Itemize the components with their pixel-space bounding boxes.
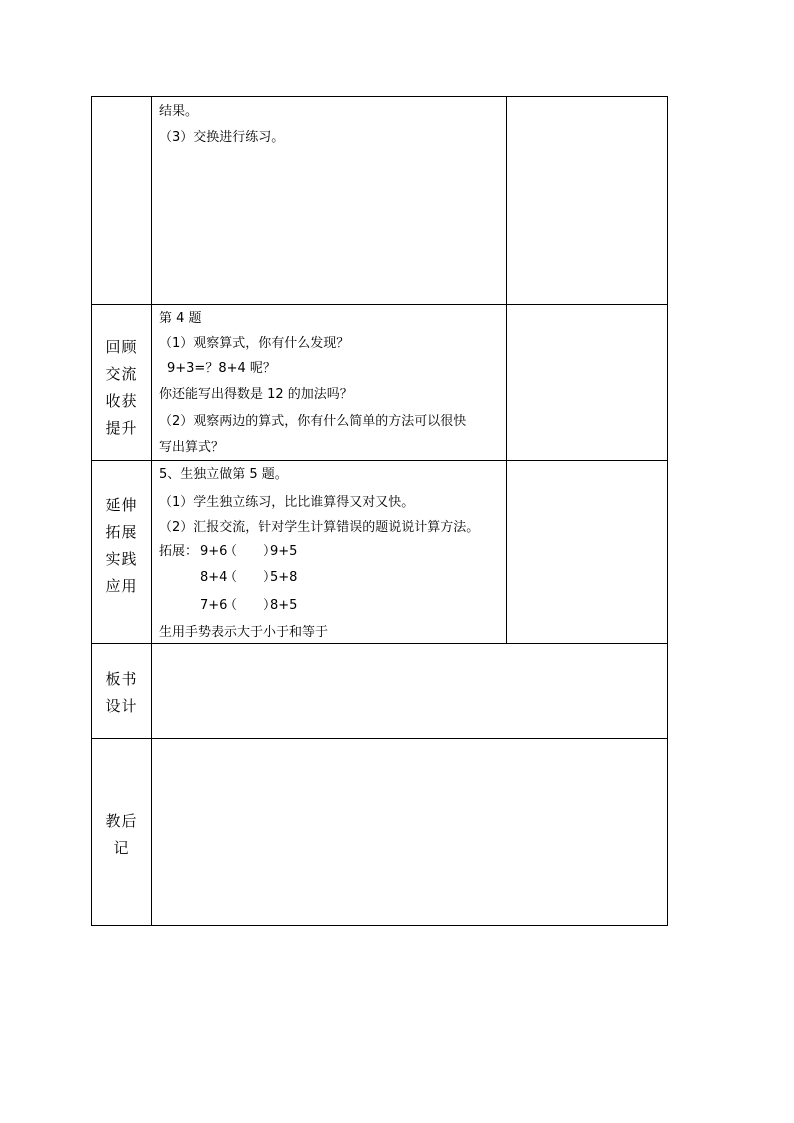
section3-closing: 生用手势表示大于小于和等于 — [159, 625, 329, 640]
section5-label-line: 教后 — [105, 812, 138, 830]
section5-label — [92, 810, 151, 860]
section2-label-line: 回顾 — [105, 338, 138, 356]
row-divider-3 — [91, 643, 668, 644]
section2-line-6: 写出算式？ — [159, 440, 225, 455]
section1-line-2: （3）交换进行练习。 — [159, 130, 285, 145]
section3-label-line: 拓展 — [105, 523, 138, 541]
section1-line-1: 结果。 — [159, 104, 199, 119]
section3-line-1: 5、生独立做第 5 题。 — [159, 467, 288, 482]
section3-label-line: 延伸 — [105, 496, 138, 514]
comparison-left: 7+6 — [200, 598, 228, 613]
section2-line-1: 第 4 题 — [159, 311, 202, 326]
section3-label — [92, 494, 151, 598]
section5-label-line: 记 — [113, 839, 130, 857]
section2-line-4: 你还能写出得数是 12 的加法吗？ — [159, 387, 353, 402]
comparison-blank: （ ） — [224, 598, 277, 613]
row-divider-1 — [91, 304, 668, 305]
section2-line-5: （2）观察两边的算式，你有什么简单的方法可以很快 — [159, 414, 467, 429]
section4-label-line: 板书 — [105, 670, 138, 688]
comparison-right: 8+5 — [270, 598, 298, 613]
comparison-left: 8+4 — [200, 570, 228, 585]
comparison-left: 9+6 — [200, 544, 228, 559]
section2-label-line: 提升 — [105, 419, 138, 437]
notes-column-divider — [506, 96, 507, 644]
comparison-blank: （ ） — [224, 544, 277, 559]
section3-label-line: 实践 — [105, 550, 138, 568]
section2-line-2: （1）观察算式，你有什么发现？ — [159, 336, 350, 351]
section4-label-line: 设计 — [105, 697, 138, 715]
section3-label-line: 应用 — [105, 577, 138, 595]
comparison-blank: （ ） — [224, 570, 277, 585]
section4-label — [92, 668, 151, 718]
table-border-bottom — [91, 925, 668, 926]
section2-label-line: 收获 — [105, 392, 138, 410]
label-column-divider — [151, 96, 152, 926]
extension-label: 拓展： — [159, 544, 199, 559]
section2-line-3: 9+3=？8+4 呢？ — [167, 361, 276, 376]
row-divider-4 — [91, 738, 668, 739]
section2-label — [92, 336, 151, 440]
row-divider-2 — [91, 460, 668, 461]
comparison-right: 5+8 — [270, 570, 298, 585]
section3-line-3: （2）汇报交流，针对学生计算错误的题说说计算方法。 — [159, 520, 480, 535]
comparison-right: 9+5 — [270, 544, 298, 559]
table-border-right — [667, 96, 668, 926]
table-border-top — [91, 96, 668, 97]
section2-label-line: 交流 — [105, 365, 138, 383]
section3-line-2: （1）学生独立练习，比比谁算得又对又快。 — [159, 495, 415, 510]
